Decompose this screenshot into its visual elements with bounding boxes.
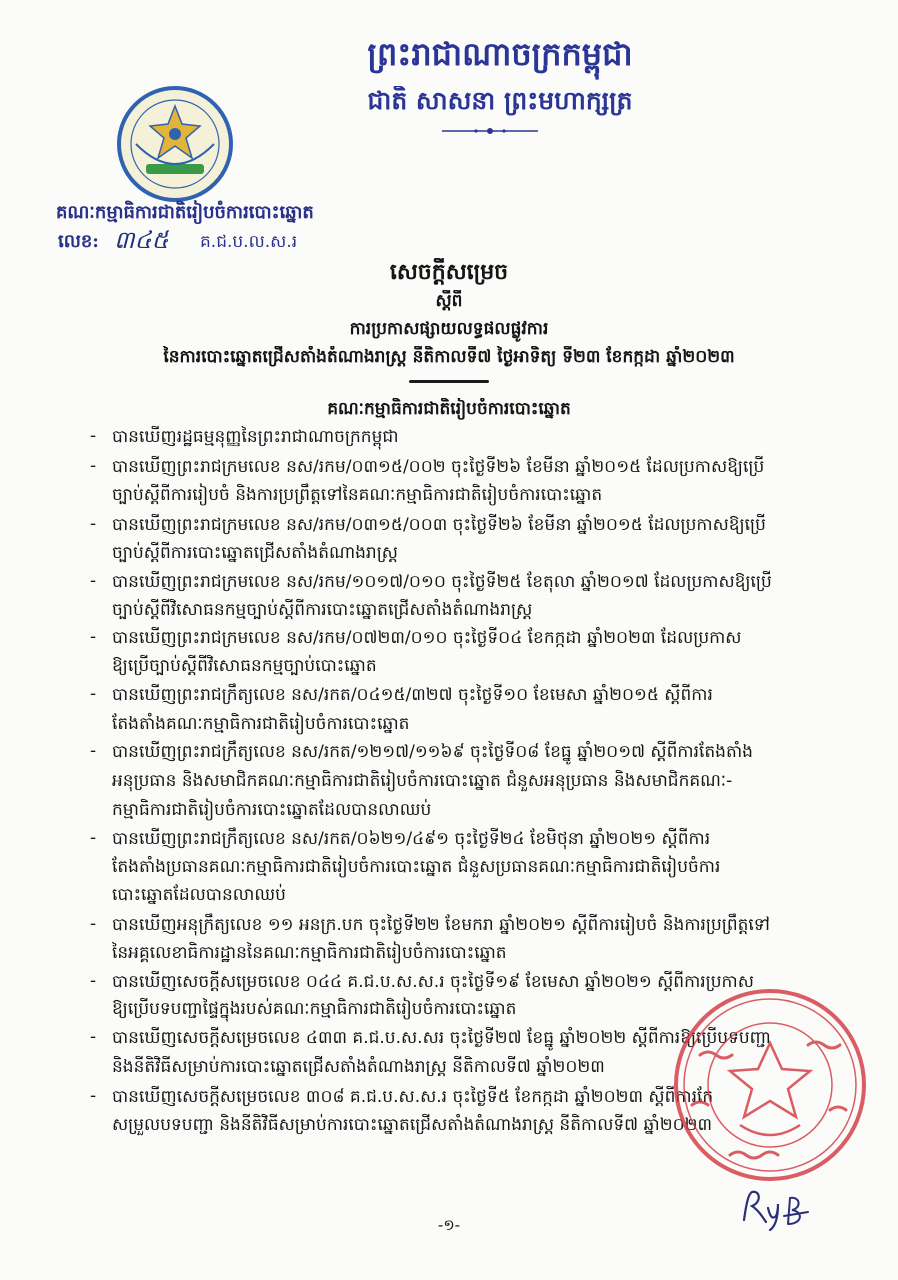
- title-subject-detail: នៃការបោះឆ្នោតជ្រើសតាំងតំណាងរាស្ត្រ នីតិកាលទី៧ ថ្ងៃអាទិត្យ ទី២៣ ខែកក្កដា ឆ្នាំ២០២៣: [163, 347, 735, 367]
- decision-title: សេចក្ដីសម្រេច: [389, 259, 509, 285]
- issuing-authority: គណៈកម្មាធិការជាតិរៀបចំការបោះឆ្នោត: [327, 399, 571, 419]
- signature-initials-icon: [738, 1186, 818, 1232]
- list-marker: -: [90, 571, 97, 591]
- list-item-line: អនុប្រធាន និងសមាជិកគណៈកម្មាធិការជាតិរៀបចំការបោះឆ្នោត ជំនួសអនុប្រធាន និងសមាជិកគណៈ-: [112, 771, 733, 791]
- issuer-name: គណៈកម្មាធិការជាតិរៀបចំការបោះឆ្នោត: [56, 202, 314, 223]
- list-item-line: បានឃើញសេចក្ដីសម្រេចលេខ ៤៣៣ គ.ជ.ប.ស.សរ ចុះថ្ងៃទី២៧ ខែធ្នូ ឆ្នាំ២០២២ ស្ដីពីការឱ្យប្រើបទបញ្ជា: [112, 1028, 771, 1048]
- list-item-line: បានឃើញព្រះរាជក្រឹត្យលេខ នស/រកត/១២១៧/១១៦៩ ចុះថ្ងៃទី០៨ ខែធ្នូ ឆ្នាំ២០១៧ ស្ដីពីការតែងតាំង: [112, 742, 753, 762]
- list-item-line: នៃអគ្គលេខាធិការដ្ឋាននៃគណៈកម្មាធិការជាតិរៀបចំការបោះឆ្នោត: [112, 943, 507, 963]
- list-item-line: ច្បាប់ស្ដីពីការរៀបចំ និងការប្រព្រឹត្តទៅនៃគណៈកម្មាធិការជាតិរៀបចំការបោះឆ្នោត: [112, 485, 603, 505]
- list-marker: -: [90, 1027, 97, 1047]
- list-item-line: បានឃើញសេចក្ដីសម្រេចលេខ ០៤៤ គ.ជ.ប.ស.ស.រ ចុះថ្ងៃទី១៩ ខែមេសា ឆ្នាំ២០២១ ស្ដីពីការប្រកាស: [112, 972, 754, 992]
- list-item-line: តែងតាំងប្រធានគណៈកម្មាធិការជាតិរៀបចំការបោះឆ្នោត ជំនួសប្រធានគណៈកម្មាធិការជាតិរៀបចំការ: [112, 857, 721, 877]
- list-marker: -: [90, 627, 97, 647]
- list-marker: -: [90, 1086, 97, 1106]
- list-item-line: បានឃើញព្រះរាជក្រមលេខ នស/រកម/០៣១៥/០០២ ចុះថ្ងៃទី២៦ ខែមីនា ឆ្នាំ២០១៥ ដែលប្រកាសឱ្យប្រើ: [112, 457, 765, 477]
- document-reference: គ.ជ.ប.ល.ស.រ: [200, 232, 298, 252]
- list-item-line: ច្បាប់ស្ដីពីវិសោធនកម្មច្បាប់ស្ដីពីការបោះឆ្នោតជ្រើសតាំងតំណាងរាស្ត្រ: [112, 600, 533, 620]
- list-item-line: និងនីតិវិធីសម្រាប់ការបោះឆ្នោតជ្រើសតាំងតំណាងរាស្ត្រ នីតិកាលទី៧ ឆ្នាំ២០២៣: [112, 1057, 605, 1077]
- list-item-line: តែងតាំងគណៈកម្មាធិការជាតិរៀបចំការបោះឆ្នោត: [112, 714, 410, 734]
- list-marker: -: [90, 741, 97, 761]
- list-marker: -: [90, 456, 97, 476]
- list-marker: -: [90, 684, 97, 704]
- page-number: -១-: [437, 1216, 461, 1234]
- list-marker: -: [90, 426, 97, 446]
- number-label: លេខ:: [58, 231, 99, 252]
- list-item-line: បានឃើញព្រះរាជក្រឹត្យលេខ នស/រកត/០៤១៥/៣២៧ ចុះថ្ងៃទី១០ ខែមេសា ឆ្នាំ២០១៥ ស្ដីពីការ: [112, 685, 713, 705]
- list-marker: -: [90, 828, 97, 848]
- nec-emblem-icon: [116, 84, 234, 204]
- list-item-line: បានឃើញសេចក្ដីសម្រេចលេខ ៣០៨ គ.ជ.ប.ស.ស.រ ចុះថ្ងៃទី៥ ខែកក្កដា ឆ្នាំ២០២៣ ស្ដីពីការកែ: [112, 1087, 714, 1107]
- list-item-line: បានឃើញអនុក្រឹត្យលេខ ១១ អនក្រ.បក ចុះថ្ងៃទី២២ ខែមករា ឆ្នាំ២០២១ ស្ដីពីការរៀបចំ និងការប្រព្រឹត្តទៅ: [112, 915, 770, 935]
- title-subject: ការប្រកាសផ្សាយលទ្ធផលផ្លូវការ: [349, 319, 549, 339]
- official-seal-icon: [670, 985, 870, 1185]
- list-item-line: បោះឆ្នោតដែលបានលាឈប់: [112, 885, 286, 905]
- list-item-line: បានឃើញព្រះរាជក្រឹត្យលេខ នស/រកត/០៦២១/៤៩១ ចុះថ្ងៃទី២៤ ខែមិថុនា ឆ្នាំ២០២១ ស្ដីពីការ: [112, 829, 711, 849]
- kingdom-heading: ព្រះរាជាណាចក្រកម្ពុជា: [367, 35, 633, 73]
- list-item-line: បានឃើញព្រះរាជក្រមលេខ នស/រកម/០៧២៣/០១០ ចុះថ្ងៃទី០៤ ខែកក្កដា ឆ្នាំ២០២៣ ដែលប្រកាស: [112, 628, 742, 648]
- list-item-line: បានឃើញរដ្ឋធម្មនុញ្ញនៃព្រះរាជាណាចក្រកម្ពុជា: [112, 427, 399, 447]
- document-number-row: [58, 227, 378, 257]
- list-item-line: សម្រួលបទបញ្ជា និងនីតិវិធីសម្រាប់ការបោះឆ្នោតជ្រើសតាំងតំណាងរាស្ត្រ នីតិកាលទី៧ ឆ្នាំ២០២៣: [112, 1115, 713, 1135]
- national-motto: ជាតិ សាសនា ព្រះមហាក្សត្រ: [367, 86, 633, 115]
- list-item-line: បានឃើញព្រះរាជក្រមលេខ នស/រកម/០៣១៥/០០៣ ចុះថ្ងៃទី២៦ ខែមីនា ឆ្នាំ២០១៥ ដែលប្រកាសឱ្យប្រើ: [112, 515, 766, 535]
- list-marker: -: [90, 914, 97, 934]
- title-divider: [409, 380, 489, 383]
- list-marker: -: [90, 971, 97, 991]
- header-ornament: [440, 124, 540, 138]
- list-item-line: ឱ្យប្រើច្បាប់ស្ដីពីវិសោធនកម្មច្បាប់បោះឆ្នោត: [112, 656, 377, 676]
- title-subject-label: ស្ដីពី: [435, 291, 463, 311]
- document-number: ៣៤៥: [114, 227, 169, 254]
- list-marker: -: [90, 514, 97, 534]
- list-item-line: កម្មាធិការជាតិរៀបចំការបោះឆ្នោតដែលបានលាឈប់: [112, 800, 432, 820]
- list-item-line: ច្បាប់ស្ដីពីការបោះឆ្នោតជ្រើសតាំងតំណាងរាស្ត្រ: [112, 543, 398, 563]
- list-item-line: ឱ្យប្រើបទបញ្ជាផ្ទៃក្នុងរបស់គណៈកម្មាធិការជាតិរៀបចំការបោះឆ្នោត: [112, 999, 517, 1019]
- list-item-line: បានឃើញព្រះរាជក្រមលេខ នស/រកម/១០១៧/០១០ ចុះថ្ងៃទី២៥ ខែតុលា ឆ្នាំ២០១៧ ដែលប្រកាសឱ្យប្រើ: [112, 572, 772, 592]
